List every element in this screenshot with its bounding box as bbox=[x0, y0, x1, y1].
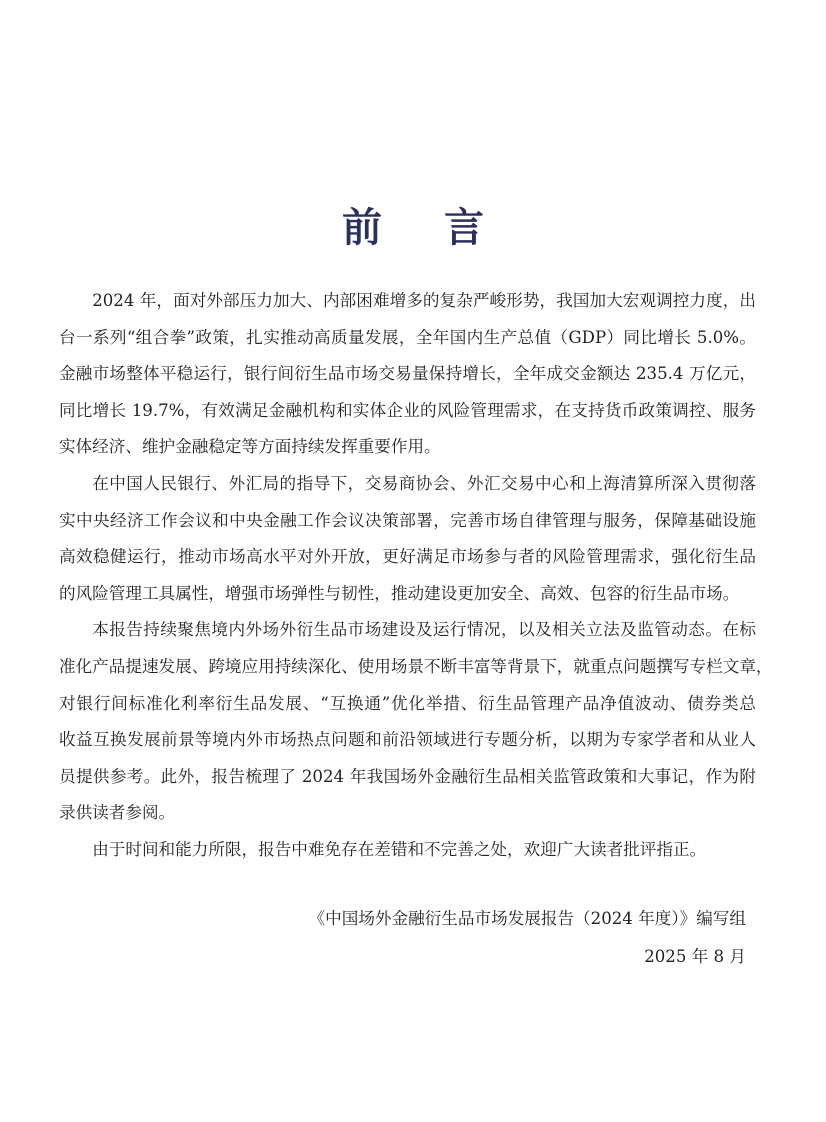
paragraph-line: 录供读者参阅。 bbox=[59, 803, 176, 823]
preface-body bbox=[59, 283, 773, 869]
paragraph-line: 实中央经济工作会议和中央金融工作会议决策部署，完善市场自律管理与服务，保障基础设施 bbox=[59, 510, 756, 530]
paragraph-line: 员提供参考。此外，报告梳理了 2024 年我国场外金融衍生品相关监管政策和大事记，作为附 bbox=[59, 766, 756, 786]
page-title: 前 言 bbox=[342, 203, 508, 251]
paragraph-line: 由于时间和能力所限，报告中难免存在差错和不完善之处，欢迎广大读者批评指正。 bbox=[92, 839, 707, 859]
paragraph bbox=[59, 466, 756, 612]
paragraph-line: 准化产品提速发展、跨境应用持续深化、使用场景不断丰富等背景下，就重点问题撰写专栏文章， bbox=[59, 656, 773, 676]
paragraph-line: 的风险管理工具属性，增强市场弹性与韧性，推动建设更加安全、高效、包容的衍生品市场。 bbox=[59, 583, 740, 603]
paragraph-line: 高效稳健运行，推动市场高水平对外开放，更好满足市场参与者的风险管理需求，强化衍生品 bbox=[59, 547, 756, 567]
paragraph-line: 同比增长 19.7%，有效满足金融机构和实体企业的风险管理需求，在支持货币政策调控、服务 bbox=[59, 400, 756, 420]
paragraph-line: 实体经济、维护金融稳定等方面持续发挥重要作用。 bbox=[59, 437, 441, 457]
paragraph bbox=[59, 283, 756, 466]
paragraph-line: 2024 年，面对外部压力加大、内部困难增多的复杂严峻形势，我国加大宏观调控力度，出 bbox=[92, 291, 756, 310]
paragraph-line: 对银行间标准化利率衍生品发展、“互换通”优化举措、衍生品管理产品净值波动、债券类总 bbox=[59, 693, 756, 713]
paragraph-line: 本报告持续聚焦境内外场外衍生品市场建设及运行情况，以及相关立法及监管动态。在标 bbox=[92, 620, 756, 640]
paragraph-line: 台一系列“组合拳”政策，扎实推动高质量发展，全年国内生产总值（GDP）同比增长 5.0%。 bbox=[59, 327, 756, 347]
author-signature: 《中国场外金融衍生品市场发展报告（2024 年度）》编写组 bbox=[308, 909, 746, 928]
paragraph-line: 收益互换发展前景等境内外市场热点问题和前沿领域进行专题分析，以期为专家学者和从业人 bbox=[59, 730, 756, 750]
paragraph bbox=[59, 612, 773, 832]
signature-block bbox=[309, 900, 746, 976]
paragraph bbox=[59, 832, 756, 869]
paragraph-line: 在中国人民银行、外汇局的指导下，交易商协会、外汇交易中心和上海清算所深入贯彻落 bbox=[92, 473, 756, 493]
paragraph-line: 金融市场整体平稳运行，银行间衍生品市场交易量保持增长，全年成交金额达 235.4 万亿元， bbox=[59, 364, 756, 384]
date: 2025 年 8 月 bbox=[644, 947, 746, 966]
